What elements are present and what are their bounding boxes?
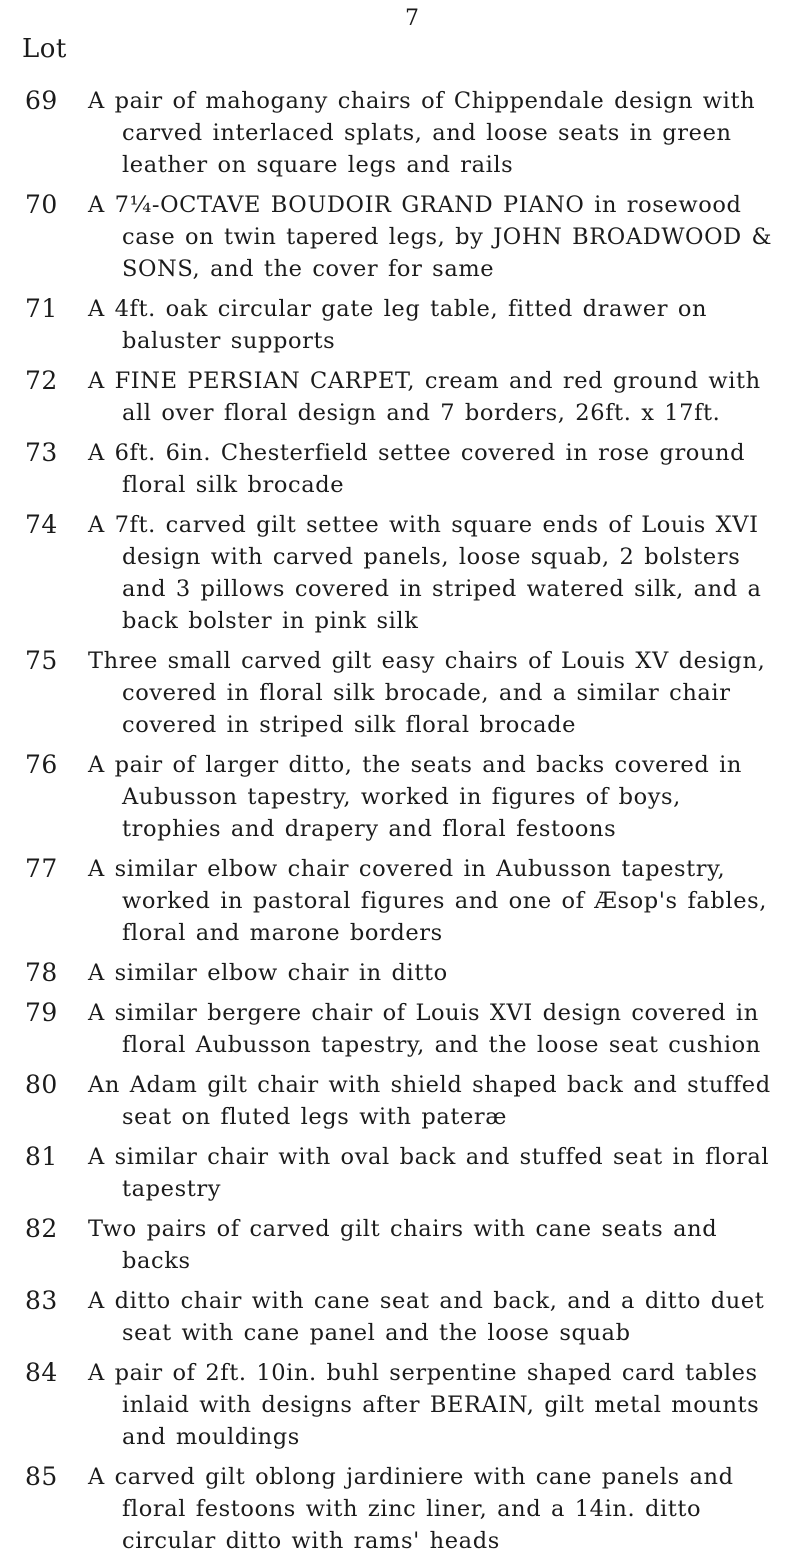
lot-description: A carved gilt oblong jardiniere with cane panels and floral festoons with zinc liner, and a 14in. ditto circular ditto with rams' heads bbox=[88, 1464, 734, 1554]
lot-description: An Adam gilt chair with shield shaped back and stuffed seat on fluted legs with pateræ bbox=[88, 1072, 771, 1130]
lot-entry bbox=[0, 1069, 800, 1133]
lot-entry bbox=[0, 1357, 800, 1453]
lot-description: A similar bergere chair of Louis XVI design covered in floral Aubusson tapestry, and the loose seat cushion bbox=[88, 1000, 761, 1058]
lot-entry bbox=[0, 645, 800, 741]
lot-description: A similar chair with oval back and stuffed seat in floral tapestry bbox=[88, 1144, 770, 1202]
lot-description: Three small carved gilt easy chairs of Louis XV design, covered in floral silk brocade, and a similar chair covered in striped silk floral brocade bbox=[88, 648, 766, 738]
lot-description: A FINE PERSIAN CARPET, cream and red ground with all over floral design and 7 borders, 26ft. x 17ft. bbox=[88, 368, 761, 426]
lot-number: 74 bbox=[25, 510, 58, 539]
lot-entry bbox=[0, 1213, 800, 1277]
lot-number: 83 bbox=[25, 1286, 58, 1315]
lot-entry bbox=[0, 437, 800, 501]
lot-entry bbox=[0, 749, 800, 845]
lot-number: 69 bbox=[25, 86, 58, 115]
lot-description: A 7ft. carved gilt settee with square ends of Louis XVI design with carved panels, loose squab, 2 bolsters and 3 pillows covered in striped watered silk, and a back bolster in pink silk bbox=[88, 512, 762, 634]
lot-number: 72 bbox=[25, 366, 58, 395]
lot-description: A pair of 2ft. 10in. buhl serpentine shaped card tables inlaid with designs after BERAIN, gilt metal mounts and mouldings bbox=[88, 1360, 760, 1450]
lot-entry bbox=[0, 293, 800, 357]
lot-description: A 6ft. 6in. Chesterfield settee covered in rose ground floral silk brocade bbox=[88, 440, 746, 498]
lot-number: 77 bbox=[25, 854, 58, 883]
lot-entry bbox=[0, 957, 800, 989]
lot-entry bbox=[0, 853, 800, 949]
lot-number: 75 bbox=[25, 646, 58, 675]
lot-description: A 4ft. oak circular gate leg table, fitted drawer on baluster supports bbox=[88, 296, 708, 354]
lot-description: A 7¼-OCTAVE BOUDOIR GRAND PIANO in rosewood case on twin tapered legs, by JOHN BROADWOOD & SONS, and the cover for same bbox=[88, 192, 773, 282]
lot-number: 71 bbox=[25, 294, 58, 323]
lot-entry bbox=[0, 85, 800, 181]
lot-number: 80 bbox=[25, 1070, 58, 1099]
lot-description: A similar elbow chair in ditto bbox=[88, 960, 448, 986]
lot-entry bbox=[0, 997, 800, 1061]
lot-number: 85 bbox=[25, 1462, 58, 1491]
lot-entry bbox=[0, 1285, 800, 1349]
lot-number: 82 bbox=[25, 1214, 58, 1243]
lot-entry bbox=[0, 509, 800, 637]
lot-number: 81 bbox=[25, 1142, 58, 1171]
lot-entry bbox=[0, 1141, 800, 1205]
lot-entry bbox=[0, 365, 800, 429]
lot-number: 84 bbox=[25, 1358, 58, 1387]
lot-list bbox=[0, 85, 800, 1557]
lot-description: A pair of larger ditto, the seats and backs covered in Aubusson tapestry, worked in figures of boys, trophies and drapery and floral festoons bbox=[88, 752, 742, 842]
lot-description: A ditto chair with cane seat and back, and a ditto duet seat with cane panel and the loose squab bbox=[88, 1288, 765, 1346]
lot-number: 76 bbox=[25, 750, 58, 779]
lot-description: A pair of mahogany chairs of Chippendale design with carved interlaced splats, and loose seats in green leather on square legs and rails bbox=[88, 88, 756, 178]
lot-number: 78 bbox=[25, 958, 58, 987]
lot-number: 79 bbox=[25, 998, 58, 1027]
lot-number: 70 bbox=[25, 190, 58, 219]
lot-entry bbox=[0, 1461, 800, 1557]
lot-description: Two pairs of carved gilt chairs with cane seats and backs bbox=[88, 1216, 718, 1274]
lot-entry bbox=[0, 189, 800, 285]
lot-number: 73 bbox=[25, 438, 58, 467]
lot-description: A similar elbow chair covered in Aubusson tapestry, worked in pastoral figures and one of Æsop's fables, floral and marone borders bbox=[88, 856, 768, 946]
page-number: 7 bbox=[405, 6, 419, 31]
lot-column-header: Lot bbox=[22, 34, 67, 64]
